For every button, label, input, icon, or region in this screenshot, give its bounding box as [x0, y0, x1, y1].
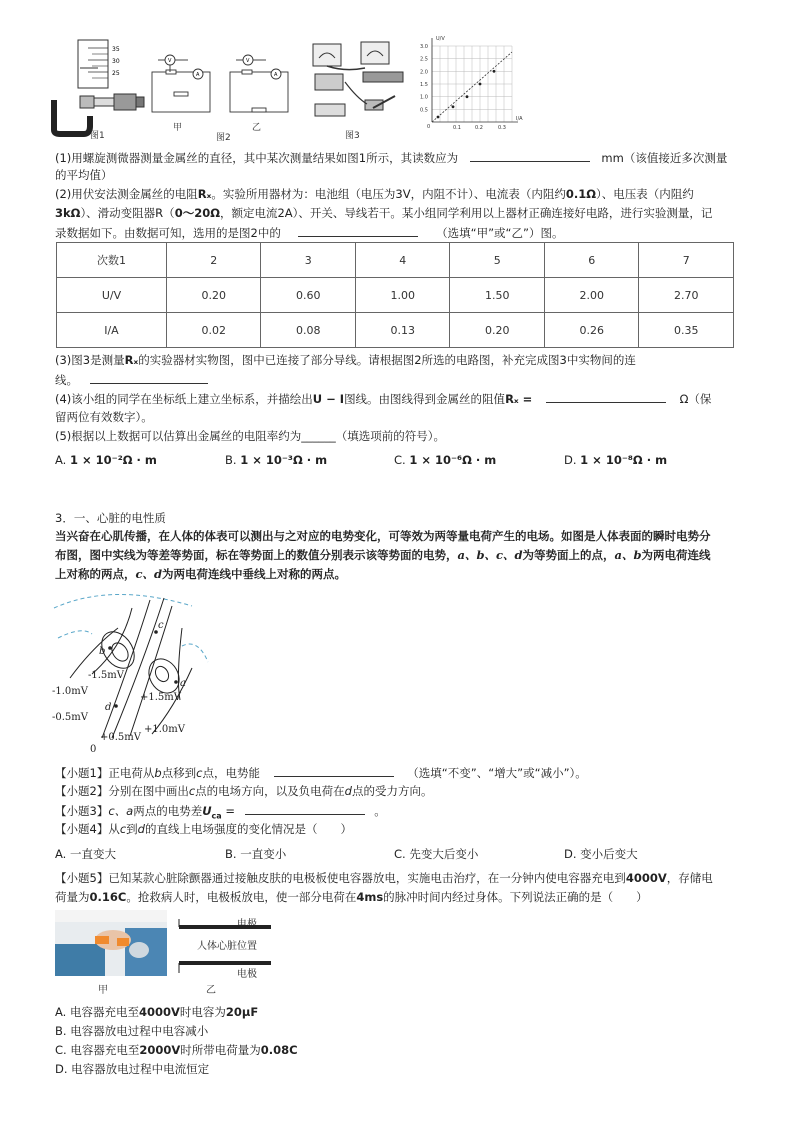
option-a[interactable]: A. 1 × 10⁻²Ω · m [55, 453, 157, 467]
data-table [56, 242, 734, 348]
electrode-diagram [175, 915, 285, 985]
svg-text:0.2: 0.2 [475, 125, 483, 131]
table-row: U/V 0.20 0.60 1.00 1.50 2.00 2.70 [57, 278, 734, 313]
svg-text:A: A [196, 72, 200, 78]
q2-part4: (4)该小组的同学在坐标纸上建立坐标系，并描绘出U − I图线。由图线得到金属丝的阻值Rₓ = Ω（保 [55, 392, 712, 406]
figure-2-label-jia: 甲 [173, 123, 183, 133]
diagram-caption-yi: 乙 [206, 985, 216, 996]
q3-subq1: 【小题1】正电荷从b点移到c点，电势能 （选填“不变”、“增大”或“减小”）。 [55, 766, 587, 780]
svg-text:-0.5mV: -0.5mV [52, 712, 88, 723]
q2-part2-cont: 3kΩ）、滑动变阻器R（0～20Ω，额定电流2A）、开关、导线若干。某小组同学利用以上器材正确连接好电路，进行实验测量，记 [55, 206, 713, 220]
graph-origin: 0 [427, 124, 431, 130]
point-b-label: b [99, 646, 106, 657]
answer-blank-potential-diff[interactable] [245, 802, 365, 815]
svg-text:V: V [168, 58, 172, 64]
q3-intro-line1: 当兴奋在心肌传播，在人体的体表可以测出与之对应的电势变化，可等效为两等量电荷产生的电场。如图是人体表面的瞬时电势分 [55, 529, 711, 543]
svg-text:0: 0 [90, 744, 97, 755]
figure-1-caption: 图1 [90, 131, 105, 141]
svg-text:V: V [246, 58, 250, 64]
q3-intro-line2: 布图，图中实线为等差等势面，标在等势面上的数值分别表示该等势面的电势，a、b、c、d为等势面上的点，a、b为两电荷连线 [55, 548, 711, 562]
q2-part3-cont: 线。 [55, 371, 208, 388]
option-b[interactable]: B. 一直变小 [225, 847, 287, 861]
option-c[interactable]: C. 1 × 10⁻⁶Ω · m [394, 453, 497, 467]
svg-text:0.3: 0.3 [498, 125, 506, 131]
svg-text:0.1: 0.1 [453, 125, 461, 131]
q3-title: 3．一、心脏的电性质 [55, 511, 166, 525]
point-a-label: a [180, 678, 186, 689]
svg-text:-1.0mV: -1.0mV [52, 686, 88, 697]
q2-part3: (3)图3是测量Rₓ的实验器材实物图，图中已连接了部分导线。请根据图2所选的电路图，补充完成图3中实物间的连 [55, 353, 636, 367]
point-c-label: c [158, 620, 164, 631]
figure-2-caption: 图2 [216, 133, 231, 143]
point-d-label: d [105, 702, 112, 713]
figure-2-label-yi: 乙 [252, 123, 262, 133]
option-c[interactable]: C. 先变大后变小 [394, 847, 479, 861]
option-b[interactable]: B. 电容器放电过程中电容减小 [55, 1024, 209, 1038]
svg-text:+1.5mV: +1.5mV [140, 692, 181, 703]
option-d[interactable]: D. 1 × 10⁻⁸Ω · m [564, 453, 668, 467]
svg-text:3.0: 3.0 [420, 44, 428, 50]
q2-part1: (1)用螺旋测微器测量金属丝的直径，其中某次测量结果如图1所示，其读数应为 mm（该值接近多次测量 [55, 151, 728, 165]
electrode-label-bottom: 电极 [237, 969, 257, 980]
q3-subq2: 【小题2】分别在图中画出c点的电场方向，以及负电荷在d点的受力方向。 [55, 784, 433, 798]
q2-part1-cont: 的平均值） [55, 168, 113, 182]
q2-part5: (5)根据以上数据可以估算出金属丝的电阻率约为______（填选项前的符号）。 [55, 429, 446, 443]
svg-text:2.0: 2.0 [420, 69, 428, 76]
answer-blank-potential-energy[interactable] [274, 764, 394, 777]
svg-text:0.5: 0.5 [420, 107, 428, 114]
svg-text:A: A [274, 72, 278, 78]
q2-part4-cont: 留两位有效数字）。 [55, 410, 153, 424]
option-d[interactable]: D. 电容器放电过程中电流恒定 [55, 1062, 210, 1076]
q3-subq4: 【小题4】从c到d的直线上电场强度的变化情况是（ ） [55, 822, 352, 836]
q3-equipotential-figure [52, 588, 232, 758]
option-d[interactable]: D. 变小后变大 [564, 847, 638, 861]
q3-subq5: 【小题5】已知某款心脏除颤器通过接触皮肤的电极板使电容器放电，实施电击治疗，在一分钟内使电容器充电到4000V，存储电 [55, 871, 713, 885]
graph-xlabel: I/A [516, 116, 523, 122]
q2-part2-cont2: 录数据如下。由数据可知，选用的是图2中的 （选填“甲”或“乙”）图。 [55, 226, 564, 240]
svg-text:1.0: 1.0 [420, 94, 428, 101]
q3-intro-line3: 上对称的两点，c、d为两电荷连线中垂线上对称的两点。 [55, 567, 347, 581]
svg-text:-1.5mV: -1.5mV [88, 670, 124, 681]
svg-text:+1.0mV: +1.0mV [144, 724, 185, 735]
photo-caption-jia: 甲 [98, 985, 108, 996]
ui-graph-svg [418, 32, 526, 142]
option-a[interactable]: A. 电容器充电至4000V时电容为20μF [55, 1005, 259, 1019]
answer-blank-diameter[interactable] [470, 149, 590, 162]
micrometer-tick-35: 35 [112, 46, 120, 53]
table-row: I/A 0.02 0.08 0.13 0.20 0.26 0.35 [57, 313, 734, 348]
option-c[interactable]: C. 电容器充电至2000V时所带电荷量为0.08C [55, 1043, 298, 1057]
q2-part2: (2)用伏安法测金属丝的电阻Rₓ。实验所用器材为：电池组（电压为3V，内阻不计）、电流表（内阻约0.1Ω）、电压表（内阻约 [55, 187, 694, 201]
answer-blank-wiring[interactable] [90, 371, 208, 384]
electrode-label-top: 电极 [237, 919, 257, 930]
figure-2-circuits [148, 50, 298, 143]
graph-ylabel: U/V [436, 36, 445, 42]
q3-subq5-cont: 荷量为0.16C。抢救病人时，电极板放电，使一部分电荷在4ms的脉冲时间内经过身体。下列说法正确的是（ ） [55, 890, 648, 904]
figure-3-apparatus [305, 38, 415, 141]
answer-blank-circuit[interactable] [298, 224, 418, 237]
answer-blank-resistance[interactable] [546, 390, 666, 403]
svg-text:2.5: 2.5 [420, 56, 428, 63]
figure-1-micrometer [50, 38, 145, 141]
svg-text:1.5: 1.5 [420, 82, 428, 88]
option-a[interactable]: A. 一直变大 [55, 847, 116, 861]
q3-subq3: 【小题3】c、a两点的电势差$U_{ca}$ = 。 [55, 804, 386, 821]
figure-ui-graph [418, 32, 526, 142]
heart-position-label: 人体心脏位置 [197, 941, 257, 952]
defibrillator-photo [55, 910, 167, 976]
option-b[interactable]: B. 1 × 10⁻³Ω · m [225, 453, 328, 467]
micrometer-tick-30: 30 [112, 58, 120, 65]
table-row: 次数1 2 3 4 5 6 7 [57, 243, 734, 278]
figure-3-caption: 图3 [345, 131, 360, 141]
micrometer-tick-25: 25 [112, 70, 120, 77]
svg-text:+0.5mV: +0.5mV [100, 732, 141, 743]
